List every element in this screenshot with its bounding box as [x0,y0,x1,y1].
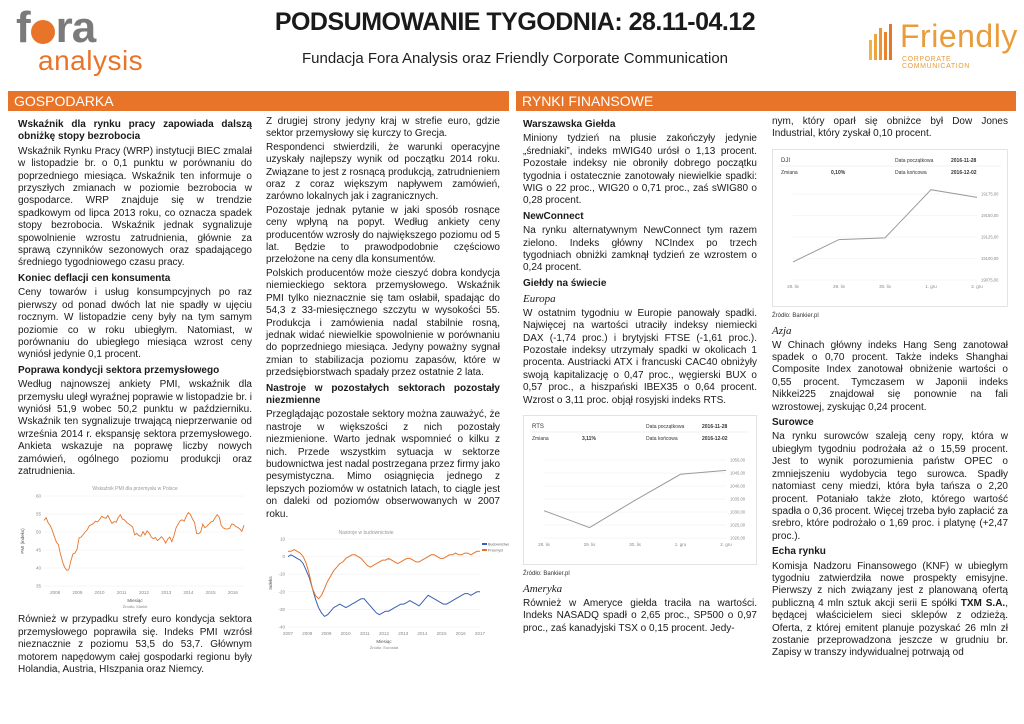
x-tick-label: 2010 [94,590,105,596]
x-tick-label: 1. gru [925,283,937,289]
y-tick-label: 19150,00 [981,212,999,218]
x-axis-label: Miesiąc [376,639,392,644]
legend-label: Przemysł [488,548,503,553]
x-tick-label: 30. lis [629,541,641,547]
heading: Poprawa kondycji sektora przemysłowego [18,364,220,376]
chart-title: Nastroje w budownictwie [338,530,394,536]
paragraph: Wskaźnik Rynku Pracy (WRP) instytucji BIEC zmalał w listopadzie br. o 0,1 punktu w porównaniu do poprzedniego miesiąca. Wskaźnik ten informuje o przyszłych zmianach w poziomie bezrobocia w gospodarce. WRP znajduje się w trendzie spadkowym od lipca 2013 roku, co oznacza spadek stopy bezrobocia. Wskaźnik jednak sygnalizuje spowolnienie wzrostu zatrudnienia, głównie za sprawą czynników sezonowych oraz spadającego średniego tygodniowego czasu pracy. [18,145,252,269]
paragraph: Pozostaje jednak pytanie w jaki sposób rosnące ceny wpłyną na popyt. Według ankiety ceny producentów wzrosły do największego poziomu od 5 lat. Będzie to prawodpodobnie częściowo przełożone na ceny dla konsumentów. [266,204,500,266]
heading: Echa rynku [772,546,826,558]
x-tick-label: 2009 [321,631,332,636]
date-end-value: 2016-12-02 [951,169,977,176]
section-header-rynki: RYNKI FINANSOWE [516,91,1016,111]
x-tick-label: 2013 [161,590,172,596]
x-tick-label: 2. gru [720,541,732,547]
y-tick-label: 1030,00 [730,509,746,515]
x-axis-label: Miesiąc [127,598,143,604]
x-tick-label: 2008 [302,631,313,636]
x-tick-label: 2015 [436,631,447,636]
y-tick-label: 35 [35,583,41,589]
page-title: PODSUMOWANIE TYGODNIA: 28.11-04.12 [274,8,756,36]
legend-swatch [482,549,487,551]
y-tick-label: 19175,00 [981,191,999,197]
x-tick-label: 29. lis [583,541,596,547]
y-tick-label: 1035,00 [730,496,746,502]
page-subtitle: Fundacja Fora Analysis oraz Friendly Corporate Communication [301,50,729,67]
construction-chart [266,527,510,655]
y-tick-label: 0 [282,554,285,560]
paragraph: Również w Ameryce giełda traciła na wartości. Indeks NASADQ spadł o 2,65 proc., SP500 o 0,97 proc., zaś kanadyjski TSX o 0,15 procent. Jedy- [523,597,757,634]
section-header-gospodarka: GOSPODARKA [8,91,509,111]
legend-label: Budownictwo [488,542,510,547]
y-tick-label: -30 [278,606,285,612]
pmi-series-line [44,513,244,571]
friendly-subtext: CORPORATE COMMUNICATION [902,56,970,70]
x-tick-label: 28. lis [787,283,799,289]
dji-series-line [793,190,977,262]
heading: Nastroje w pozostałych sektorach pozostały niezmienne [266,382,500,406]
change-value: 0,10% [831,169,846,176]
friendly-logo [866,18,1016,68]
dji-chart-svg [773,150,1007,306]
logo-analysis-text: analysis [38,45,144,76]
subheading: Europa [523,293,556,306]
chart-source: Źródło: Eurostat [369,645,399,650]
x-tick-label: 2012 [378,631,390,636]
paragraph: Polskich producentów może cieszyć dobra kondycja niemieckiego sektora przemysłowego. Wskaźnik PMI tylko nieznacznie się tam osłabił, spadając do 54,3 z 33-miesięcznego szczytu w wysokości 55. Produkcja i zamówienia nadal stabilnie rosną, jednak widać niewielkie spowolnienie w porównaniu do poprzedniego miesiąca. Jedyny poważny sygnał zmian to stabilizacja poziomu zapasów, które w przedsiębiorstwach spadały przez ostatnie 2 lata. [266,267,500,379]
y-tick-label: 1050,00 [730,457,746,463]
y-axis-label: PMI (indeks) [20,528,25,555]
dji-index-name: DJI [781,157,790,164]
x-tick-label: 2010 [340,631,351,636]
paragraph: Również w przypadku strefy euro kondycja sektora przemysłowego poprawiła się. Indeks PMI wzrósł nieznacznie z poziomu 53,5 do 53,7. Głównym motorem napędowym całej gospodarki regionu były Holandia, Austria, HIszpania oraz Niemcy. [18,614,252,675]
date-start-value: 2016-11-28 [702,423,728,430]
rts-chart [523,415,757,565]
text-span: , będącej właścicielem sieci sklepów z odzieżą. Oferta, z której emitent planuje pozyskać 26 mln zł zostanie przeprowadzona jeszcze w grudniu br. Zapisy w transzy indywidualnej potrwają od [772,597,1008,659]
pmi-chart [18,482,252,610]
paragraph [772,561,1008,660]
subheading: Ameryka [523,583,563,596]
x-tick-label: 2013 [398,631,409,636]
heading: Koniec deflacji cen konsumenta [18,272,171,284]
date-start-label: Data początkowa [895,157,934,164]
heading: Warszawska Giełda [523,119,616,130]
y-tick-label: 60 [35,493,41,499]
change-label: Zmiana [532,435,549,442]
x-tick-label: 28. lis [538,541,550,547]
chart-title: Wskaźnik PMI dla przemysłu w Polsce [92,486,178,493]
column-2 [266,116,510,655]
x-tick-label: 2011 [359,631,370,636]
x-tick-label: 2014 [417,631,428,636]
x-tick-label: 2. gru [971,283,983,289]
x-tick-label: 2012 [138,590,150,596]
date-end-label: Data końcowa [895,169,927,176]
legend-swatch [482,543,487,545]
rts-chart-svg [524,416,756,564]
x-tick-label: 2014 [183,590,194,596]
company-name: TXM S.A. [960,597,1006,609]
construction-chart-svg [266,527,510,655]
y-tick-label: 50 [35,529,41,535]
heading: Giełdy na świecie [523,277,607,289]
paragraph: W Chinach główny indeks Hang Seng zanotował spadek o 0,70 procent. Także indeks Shanghai Composite Index zanotował obniżenie wartości o 0,55 procent. Tymczasem w Japonii indeks Nikkei225 znajdował się ponownie na fali wzrostowej, zyskując 0,24 procent. [772,339,1008,413]
x-tick-label: 2016 [455,631,466,636]
subheading: Azja [772,325,792,338]
change-label: Zmiana [781,169,798,176]
paragraph: Miniony tydzień na plusie zakończyły jedynie „średniaki”, indeks mWIG40 urósł o 1,13 procent. Pozostałe indeksy nie obroniły dobrego początku tygodnia i ostatecznie zanotowały niewielkie spadki: WIG o 22 proc., WIG20 o 0,71 proc., zaś sWIG80 o 0,28 procent. [523,133,757,207]
y-tick-label: 40 [35,565,41,571]
dji-chart [772,149,1008,307]
y-tick-label: 1025,00 [730,522,746,528]
paragraph: Ceny towarów i usług konsumpcyjnych po raz pierwszy od ponad dwóch lat nie spadły w ujęciu rocznym. W listopadzie ceny były na tym samym poziomie co w roku ubiegłym. Natomiast, w porównaniu do ubiegłego miesiąca wzrost ceny wyniósł jedynie 0,1 procent. [18,287,252,361]
paragraph: W ostatnim tygodniu w Europie panowały spadki. Najwięcej na wartości utraciły indeksy niemiecki DAX (-1,74 proc.) i brytyjski FTSE (-1,61 proc.). Pozostałe indeksy utrzymały spadki w okolicach 1 procenta. Austriacki ATX i francuski CAC40 obniżyły swoją kapitalizację o 0,47 proc., węgierski BUX o 0,57 proc., a hiszpański IBEX35 o 0,64 procent. Wzrost o 3,11 proc. objął rosyjski indeks RTS. [523,307,757,406]
logo-dot-icon [31,20,55,44]
column-4 [772,116,1008,661]
source-note: Źródło: Bankier.pl [772,312,819,319]
y-axis-label: Indeks [268,576,273,590]
y-tick-label: 1020,00 [730,535,746,541]
x-tick-label: 2007 [282,631,294,636]
series-line-1 [288,555,480,617]
y-tick-label: 19125,00 [981,234,999,240]
y-tick-label: 1040,00 [730,483,746,489]
fora-analysis-logo [16,3,144,78]
friendly-word: Friendly [900,18,1018,54]
date-end-value: 2016-12-02 [702,435,728,442]
x-tick-label: 1. gru [674,541,687,547]
paragraph: Na rynku surowców szaleją ceny ropy, która w ubiegłym tygodniu podrożała aż o 15,59 procent. Jest to wynik porozumienia państw OPEC o zmniejszeniu wydobycia tego surowca. Spadły natomiast ceny miedzi, która była tańsza o 2,20 procent. Potaniało także złoto, którego wartość spadła o 0,36 procent. Więcej trzeba było zapłacić za srebro, które podrożało o 1,69 proc. i platynę (+2,47 proc.). [772,431,1008,542]
date-end-label: Data końcowa [646,435,678,442]
y-tick-label: -40 [278,624,285,630]
paragraph: nym, który oparł się obniżce był Dow Jones Industrial, który zyskał 0,10 procent. [772,116,1008,140]
heading: Surowce [772,417,814,429]
column-3 [523,116,757,636]
paragraph: Na rynku alternatywnym NewConnect tym razem zielono. Indeks główny NCIndex po trzech tygodniach obniżki zamknął tydzień ze wzrostem o 0,24 procent. [523,225,757,274]
paragraph: Z drugiej strony jedyny kraj w strefie euro, gdzie sektor przemysłowy się kurczy to Grecja. [266,116,500,140]
paragraph: Respondenci stwierdzili, że warunki operacyjne uzyskały najlepszy wynik od początku 2014 roku. Związane to jest z rosnącą produkcją, zatrudnieniem oraz z coraz większym napływem zamówień, zarówno lokalnych jak i zagranicznych. [266,141,500,203]
column-1 [18,116,252,677]
pmi-chart-svg [18,482,252,610]
x-tick-label: 29. lis [833,283,845,289]
x-tick-label: 30. lis [879,283,891,289]
x-tick-label: 2008 [50,590,61,596]
x-tick-label: 2009 [72,590,83,596]
date-start-value: 2016-11-28 [951,157,977,164]
y-tick-label: 10 [279,536,285,542]
y-tick-label: -20 [278,589,285,595]
heading: Wskaźnik dla rynku pracy zapowiada dalszą obniżkę stopy bezrobocia [18,119,252,143]
y-tick-label: -10 [278,571,285,577]
text-span: Komisja Nadzoru Finansowego (KNF) w ubiegłym tygodniu zatwierdziła nowe prospekty emisyjne. Pierwszy z nich związany jest z planowaną ofertą publiczną 4 mln sztuk akcji serii E spółki [772,560,1008,609]
x-tick-label: 2017 [474,631,486,636]
y-tick-label: 1045,00 [730,470,746,476]
logo-text-f: f [16,3,30,52]
change-value: 3,11% [582,435,596,442]
source-note: Źródło: Bankier.pl [523,570,570,577]
date-start-label: Data początkowa [646,423,685,430]
x-tick-label: 2016 [227,590,238,596]
paragraph: Według najnowszej ankiety PMI, wskaźnik dla przemysłu uległ wyraźnej poprawie w listopadzie br. i wyniósł 51,9 wobec 50,2 punktu w październiku. Wskaźnik ten sygnalizuje trwającą nieprzerwanie od września 2014 r. ekspansję sektora przemysłowego. Ankieta wskazuje na poprawę liczby nowych zamówień, ogólnego poziomu produkcji oraz zatrudnienia. [18,379,252,477]
x-tick-label: 2011 [116,590,127,596]
y-tick-label: 55 [35,511,41,517]
y-tick-label: 19100,00 [981,255,999,261]
x-tick-label: 2015 [205,590,216,596]
rts-index-name: RTS [532,423,544,430]
friendly-bars-icon [868,22,898,62]
y-tick-label: 45 [35,547,41,553]
chart-source: Źródło: Markit [122,604,148,610]
paragraph: Przeglądając pozostałe sektory można zauważyć, że nastroje w większości z nich pozostały niezmienione. Warto jednak wspomnieć o kilku z nich. Przede wszystkim sytuacja w sektorze budownictwa jest nadal postrzegana przez firmy jako pesymistyczna. Mimo osiągnięcia jednego z lepszych poziomów w ostatnich latach, to ciągle jest on daleki od poziomów obserwowanych w 2007 roku. [266,409,501,520]
y-tick-label: 19075,00 [981,277,999,283]
heading: NewConnect [523,210,584,222]
logo-text-ra: ra [55,3,96,52]
